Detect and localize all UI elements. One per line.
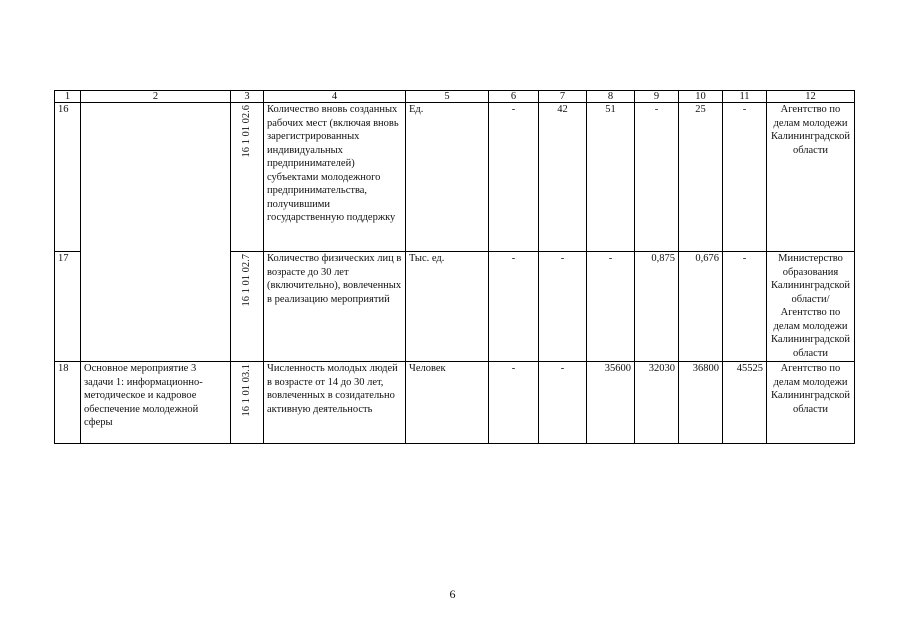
page-number: 6: [449, 587, 456, 601]
code-cell: [231, 362, 264, 444]
executor-cell: Агентство по делам молодежи Калининградской области: [767, 362, 855, 444]
value-cell: -: [587, 252, 635, 362]
value-cell: -: [489, 103, 539, 252]
col-header: 2: [81, 91, 231, 103]
value-cell: -: [635, 103, 679, 252]
activity-cell: [81, 103, 231, 362]
value-cell: -: [723, 103, 767, 252]
activity-cell: Основное мероприятие 3 задачи 1: информационно-методическое и кадровое обеспечение молодежной сферы: [81, 362, 231, 444]
row-number: 18: [55, 362, 81, 444]
col-header: 1: [55, 91, 81, 103]
col-header: 3: [231, 91, 264, 103]
indicator-cell: Численность молодых людей в возрасте от 14 до 30 лет, вовлеченных в созидательно активную деятельность: [264, 362, 406, 444]
value-cell: -: [489, 362, 539, 444]
budget-code: 16 1 01 03.1: [241, 364, 252, 417]
col-header: 8: [587, 91, 635, 103]
budget-code: 16 1 01 02.7: [241, 254, 252, 307]
value-cell: 36800: [679, 362, 723, 444]
value-cell: 45525: [723, 362, 767, 444]
value-cell: 51: [587, 103, 635, 252]
col-header: 10: [679, 91, 723, 103]
col-header: 4: [264, 91, 406, 103]
col-header: 12: [767, 91, 855, 103]
indicator-cell: Количество вновь созданных рабочих мест (включая вновь зарегистрированных индивидуальных предпринимателей) субъектами молодежного предпринимательства, получившими государственную поддержку: [264, 103, 406, 252]
budget-code: 16 1 01 02.6: [241, 105, 252, 158]
table-row: [55, 362, 855, 444]
code-cell: [231, 252, 264, 362]
value-cell: -: [539, 362, 587, 444]
value-cell: 32030: [635, 362, 679, 444]
indicator-cell: Количество физических лиц в возрасте до 30 лет (включительно), вовлеченных в реализацию мероприятий: [264, 252, 406, 362]
value-cell: 25: [679, 103, 723, 252]
value-cell: -: [489, 252, 539, 362]
value-cell: -: [723, 252, 767, 362]
value-cell: 0,676: [679, 252, 723, 362]
indicators-table: [54, 90, 855, 444]
col-header: 11: [723, 91, 767, 103]
executor-cell: Агентство по делам молодежи Калининградской области: [767, 103, 855, 252]
unit-cell: Человек: [406, 362, 489, 444]
value-cell: -: [539, 252, 587, 362]
table-row: [55, 103, 855, 252]
unit-cell: Ед.: [406, 103, 489, 252]
col-header: 6: [489, 91, 539, 103]
unit-cell: Тыс. ед.: [406, 252, 489, 362]
code-cell: [231, 103, 264, 252]
header-row: [55, 91, 855, 103]
col-header: 7: [539, 91, 587, 103]
value-cell: 35600: [587, 362, 635, 444]
row-number: 17: [55, 252, 81, 362]
col-header: 5: [406, 91, 489, 103]
value-cell: 42: [539, 103, 587, 252]
row-number: 16: [55, 103, 81, 252]
executor-cell: Министерство образования Калининградской области/ Агентство по делам молодежи Калининградской области: [767, 252, 855, 362]
col-header: 9: [635, 91, 679, 103]
value-cell: 0,875: [635, 252, 679, 362]
